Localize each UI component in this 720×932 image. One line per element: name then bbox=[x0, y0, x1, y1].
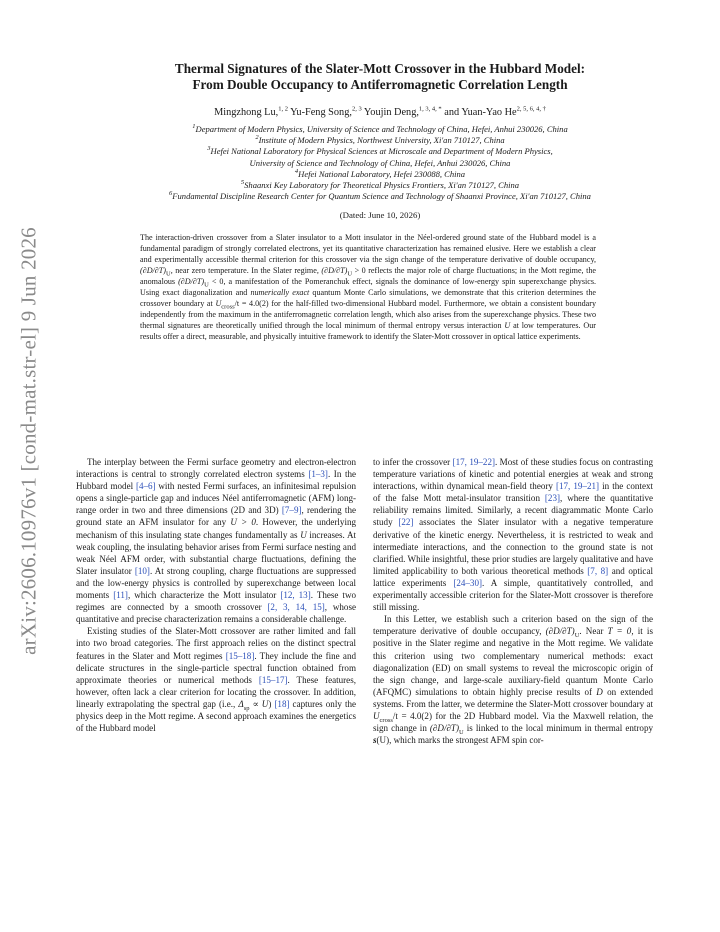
body-column-right bbox=[373, 456, 653, 746]
citation-link[interactable]: [1–3] bbox=[308, 469, 328, 480]
arxiv-stamp bbox=[14, 226, 44, 656]
author-name: Yu-Feng Song, bbox=[290, 107, 352, 118]
citation-link[interactable]: [15–17] bbox=[258, 674, 288, 685]
author-name: Yuan-Yao He bbox=[461, 107, 517, 118]
affiliation-line: $^2$Institute of Modern Physics, Northwest University, Xi'an 710127, China bbox=[255, 134, 505, 146]
citation-link[interactable]: [7–9] bbox=[281, 505, 302, 516]
abstract: The interaction-driven crossover from a Slater insulator to a Mott insulator in the Néel-ordered ground state of the Hubbard model is a fundamental paradigm of strongly correlated electrons, yet its quantitative characterization has remained elusive. Here we establish a clear and experimentally accessible thermal criterion for this crossover via the sign change of the temperature derivative of double occupancy, $(\partial D/\partial T)_U$, near zero temperature. In the Slater regime, $(\partial D/\partial T)_U > 0$ reflects the major role of charge fluctuations; in the Mott regime, the anomalous $(\partial D/\partial T)_U < 0$, a manifestation of the Pomeranchuk effect, signals the dominance of low-energy spin superexchange physics. Using exact diagonalization and numerically exact quantum Monte Carlo simulations, we demonstrate that this criterion determines the crossover boundary at $U_{cross}/t = 4.0(2)$ for the half-filled two-dimensional Hubbard model. Furthermore, we obtain a consistent boundary independently from the maximum in the antiferromagnetic correlation length, which also arises from the superexchange physics. These two thermal signatures are theoretically unified through the local minimum of thermal entropy versus interaction U at low temperatures. Our results offer a direct, measurable, and physically intuitive framework to identify the Slater-Mott crossover in optical lattice experiments. bbox=[140, 233, 597, 341]
citation-link[interactable]: [10] bbox=[134, 565, 150, 576]
paragraph: The interplay between the Fermi surface geometry and electron-electron interactions is central to strongly correlated electron systems [1–3]. In the Hubbard model [4–6] with nested Fermi surfaces, an infinitesimal repulsion opens a single-particle gap and induces Néel antiferromagnetic (AFM) long-range order in two and three dimensions (2D and 3D) [7–9], rendering the ground state an AFM insulator for any U > 0. However, the underlying mechanism of this insulating state changes fundamentally as U increases. At weak coupling, the insulating behavior arises from Fermi surface nesting and weak Néel AFM order, with substantial charge fluctuations, defining the Slater insulator [10]. At strong coupling, charge fluctuations are suppressed and the low-energy physics is controlled by superexchange between local moments [11], which characterize the Mott insulator [12, 13]. These two regimes are connected by a smooth crossover [2, 3, 14, 15], whose quantitative and precise characterization remains a considerable challenge. bbox=[76, 457, 357, 625]
affiliation-line: $^5$Shaanxi Key Laboratory for Theoretical Physics Frontiers, Xi'an 710127, China bbox=[240, 179, 520, 191]
author-list bbox=[60, 107, 700, 118]
affiliation-line: University of Science and Technology of China, Hefei, Anhui 230026, China bbox=[249, 157, 511, 168]
affiliation-line: $^3$Hefei National Laboratory for Physical Sciences at Microscale and Department of Modern Physics, bbox=[207, 145, 553, 157]
author-name: Mingzhong Lu, bbox=[214, 107, 279, 118]
affiliation-list bbox=[60, 124, 700, 202]
arxiv-id: arXiv:2606.10976v1 [cond-mat.str-el] 9 Jun 2026 bbox=[16, 227, 41, 655]
paragraph: In this Letter, we establish such a criterion based on the sign of the temperature derivative of double occupancy, $(\partial D/\partial T)_U$. Near T = 0, it is positive in the Slater regime and negative in the Mott regime. We validate this criterion using two complementary numerical methods: exact diagonalization (ED) on small systems to reveal the microscopic origin of the sign change, and large-scale auxiliary-field quantum Monte Carlo (AFQMC) simulations to obtain highly precise results of D on extended systems. From the latter, we determine the Slater-Mott crossover boundary at $U_{cross}/t = 4.0(2)$ for the 2D Hubbard model. Via the Maxwell relation, the sign change in $(\partial D/\partial T)_U$ is linked to the local minimum in thermal entropy s(U), which marks the strongest AFM spin cor- bbox=[373, 614, 653, 746]
citation-link[interactable]: [18] bbox=[274, 698, 290, 709]
author-affil-sup: 1, 2 bbox=[278, 105, 288, 113]
citation-link[interactable]: [17, 19–21] bbox=[555, 481, 600, 492]
title-line-1: Thermal Signatures of the Slater-Mott Crossover in the Hubbard Model: bbox=[174, 61, 586, 76]
citation-link[interactable]: [23] bbox=[544, 493, 560, 504]
paragraph: to infer the crossover [17, 19–22]. Most of these studies focus on contrasting temperature variations of kinetic and potential energies at weak and strong interactions, within dynamical mean-field theory [17, 19–21] in the context of the false Mott metal-insulator transition [23], where the quantitative reliability remains limited. Similarly, a recent diagrammatic Monte Carlo study [22] associates the Slater insulator with a negative temperature derivative of the kinetic energy. Nevertheless, it is restricted to weak and intermediate interactions, and the connection to the ground state is not clarified. While insightful, these prior studies are largely qualitative and have limited applicability to both various theoretical methods [7, 8] and optical lattice experiments [24–30]. A simple, quantitatively controlled, and experimentally accessible criterion for the Slater-Mott crossover is therefore still missing. bbox=[373, 457, 653, 613]
dated-line: (Dated: June 10, 2026) bbox=[339, 210, 421, 220]
citation-link[interactable]: [22] bbox=[398, 517, 414, 528]
affiliation-line: $^4$Hefei National Laboratory, Hefei 230088, China bbox=[294, 167, 466, 179]
citation-link[interactable]: [11] bbox=[113, 590, 128, 601]
title-line-2: From Double Occupancy to Antiferromagnetic Correlation Length bbox=[192, 76, 568, 92]
citation-link[interactable]: [2, 3, 14, 15] bbox=[267, 602, 325, 613]
affiliation-line: $^1$Department of Modern Physics, University of Science and Technology of China, Hefei, Anhui 230026, China bbox=[192, 123, 568, 134]
author-affil-sup: 2, 3 bbox=[351, 105, 362, 113]
citation-link[interactable]: [24–30] bbox=[453, 577, 482, 588]
paper-title bbox=[60, 61, 700, 92]
citation-link[interactable]: [17, 19–22] bbox=[452, 457, 495, 467]
author-affil-sup: 1, 3, 4, * bbox=[418, 105, 442, 113]
paragraph: Existing studies of the Slater-Mott crossover are rather limited and fall into two broad categories. The first approach relies on the distinct spectral features in the Slater and Mott regimes [15–18]. They include the fine and delicate structures in the single-particle spectral function obtained from approximate theories or numerical methods [15–17]. These features, however, often lack a clear criterion for locating the crossover. In addition, linearly extrapolating the spectral gap (i.e., $\Delta_{sp} \propto U$) [18] captures only the physics deep in the Mott regime. A second approach examines the energetics of the Hubbard model bbox=[76, 626, 356, 734]
citation-link[interactable]: [15–18] bbox=[225, 650, 255, 661]
body-column-left bbox=[76, 456, 356, 734]
citation-link[interactable]: [4–6] bbox=[135, 481, 156, 492]
author-name: Youjin Deng, bbox=[363, 107, 419, 118]
citation-link[interactable]: [12, 13] bbox=[280, 590, 311, 601]
affiliation-line: $^6$Fundamental Discipline Research Center for Quantum Science and Technology of Shaanxi Province, Xi'an 710127, China bbox=[169, 190, 591, 202]
author-conjunction: and bbox=[444, 107, 460, 118]
author-affil-sup: 2, 5, 6, 4, † bbox=[516, 105, 546, 113]
citation-link[interactable]: [7, 8] bbox=[587, 565, 609, 576]
